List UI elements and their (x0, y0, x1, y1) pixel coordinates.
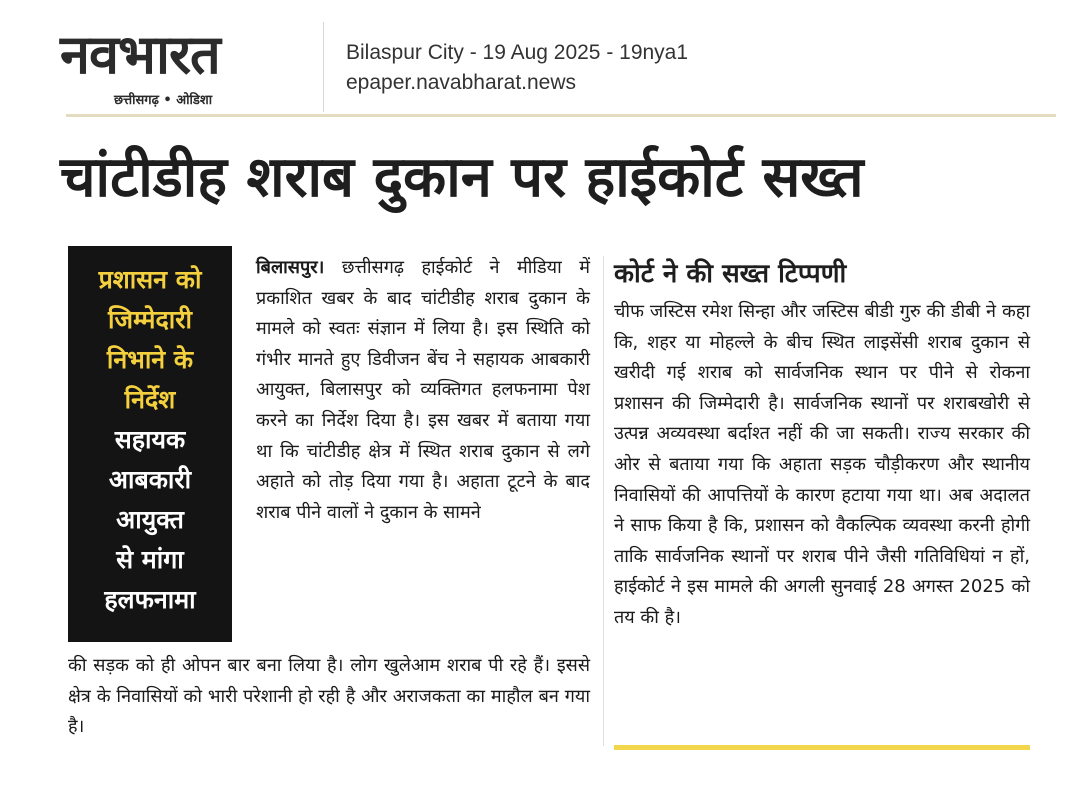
callout-line: आयुक्त (116, 505, 184, 534)
column-divider (603, 256, 604, 746)
body-text-1: छत्तीसगढ़ हाईकोर्ट ने मीडिया में प्रकाशित खबर के बाद चांटीडीह शराब दुकान के मामले को स्वतः संज्ञान में लिया है। इस स्थिति को गंभीर मानते हुए डिवीजन बेंच ने सहायक आबकारी आयुक्त, बिलासपुर को व्यक्तिगत हलफनामा पेश करने का निर्देश दिया है। इस खबर में बताया गया था कि चांटीडीह क्षेत्र में स्थित शराब दुकान से लगे अहाते को तोड़ दिया गया है। अहाता टूटने के बाद शराब पीने वालों ने दुकान के सामने (256, 257, 590, 523)
edition-line: Bilaspur City - 19 Aug 2025 - 19nya1 (346, 41, 689, 64)
callout-line: निभाने के (106, 345, 194, 374)
callout-line: निर्देश (124, 385, 176, 414)
callout-line: सहायक (114, 425, 186, 454)
article-body-continuation: की सड़क को ही ओपन बार बना लिया है। लोग खुलेआम शराब पी रहे हैं। इससे क्षेत्र के निवासियों को भारी परेशानी हो रही है और अराजकता का माहौल बन गया है। (68, 655, 590, 738)
epaper-url[interactable]: epaper.navabharat.news (346, 71, 577, 94)
masthead-logo (52, 22, 324, 112)
callout-line: से मांगा (116, 545, 184, 574)
logo-subtitle: छत्तीसगढ़ • ओडिशा (114, 93, 213, 108)
sidebar-callout (68, 246, 232, 642)
accent-rule (614, 745, 1030, 750)
callout-line: आबकारी (108, 465, 192, 494)
callout-line: जिम्मेदारी (108, 305, 192, 334)
article-body-column-2: चीफ जस्टिस रमेश सिन्हा और जस्टिस बीडी गुरु की डीबी ने कहा कि, शहर या मोहल्ले के बीच स्थित लाइसेंसी शराब दुकान से खरीदी गई शराब को सार्वजनिक स्थान पर पीने से रोकना प्रशासन की जिम्मेदारी है। सार्वजनिक स्थानों पर शराबखोरी से उत्पन्न अव्यवस्था बर्दाश्त नहीं की जा सकती। राज्य सरकार की ओर से बताया गया कि अहाता सड़क चौड़ीकरण और स्थानीय निवासियों की आपत्तियों के कारण हटाया गया था। अब अदालत ने साफ किया है कि, प्रशासन को वैकल्पिक व्यवस्था करनी होगी ताकि सार्वजनिक स्थानों पर शराब पीने जैसी गतिविधियां न हों, हाईकोर्ट ने इस मामले की अगली सुनवाई 28 अगस्त 2025 को तय की है। (614, 301, 1030, 628)
article-body-column-1 (256, 253, 590, 528)
dateline: बिलासपुर। (256, 257, 325, 278)
callout-line: प्रशासन को (98, 265, 202, 294)
callout-line: हलफनामा (104, 585, 196, 614)
edition-info (346, 38, 688, 98)
subheading: कोर्ट ने की सख्त टिप्पणी (614, 259, 847, 289)
article-headline: चांटीडीह शराब दुकान पर हाईकोर्ट सख्त (60, 145, 864, 210)
logo-text: नवभारत (60, 23, 220, 86)
header-divider (66, 114, 1056, 117)
